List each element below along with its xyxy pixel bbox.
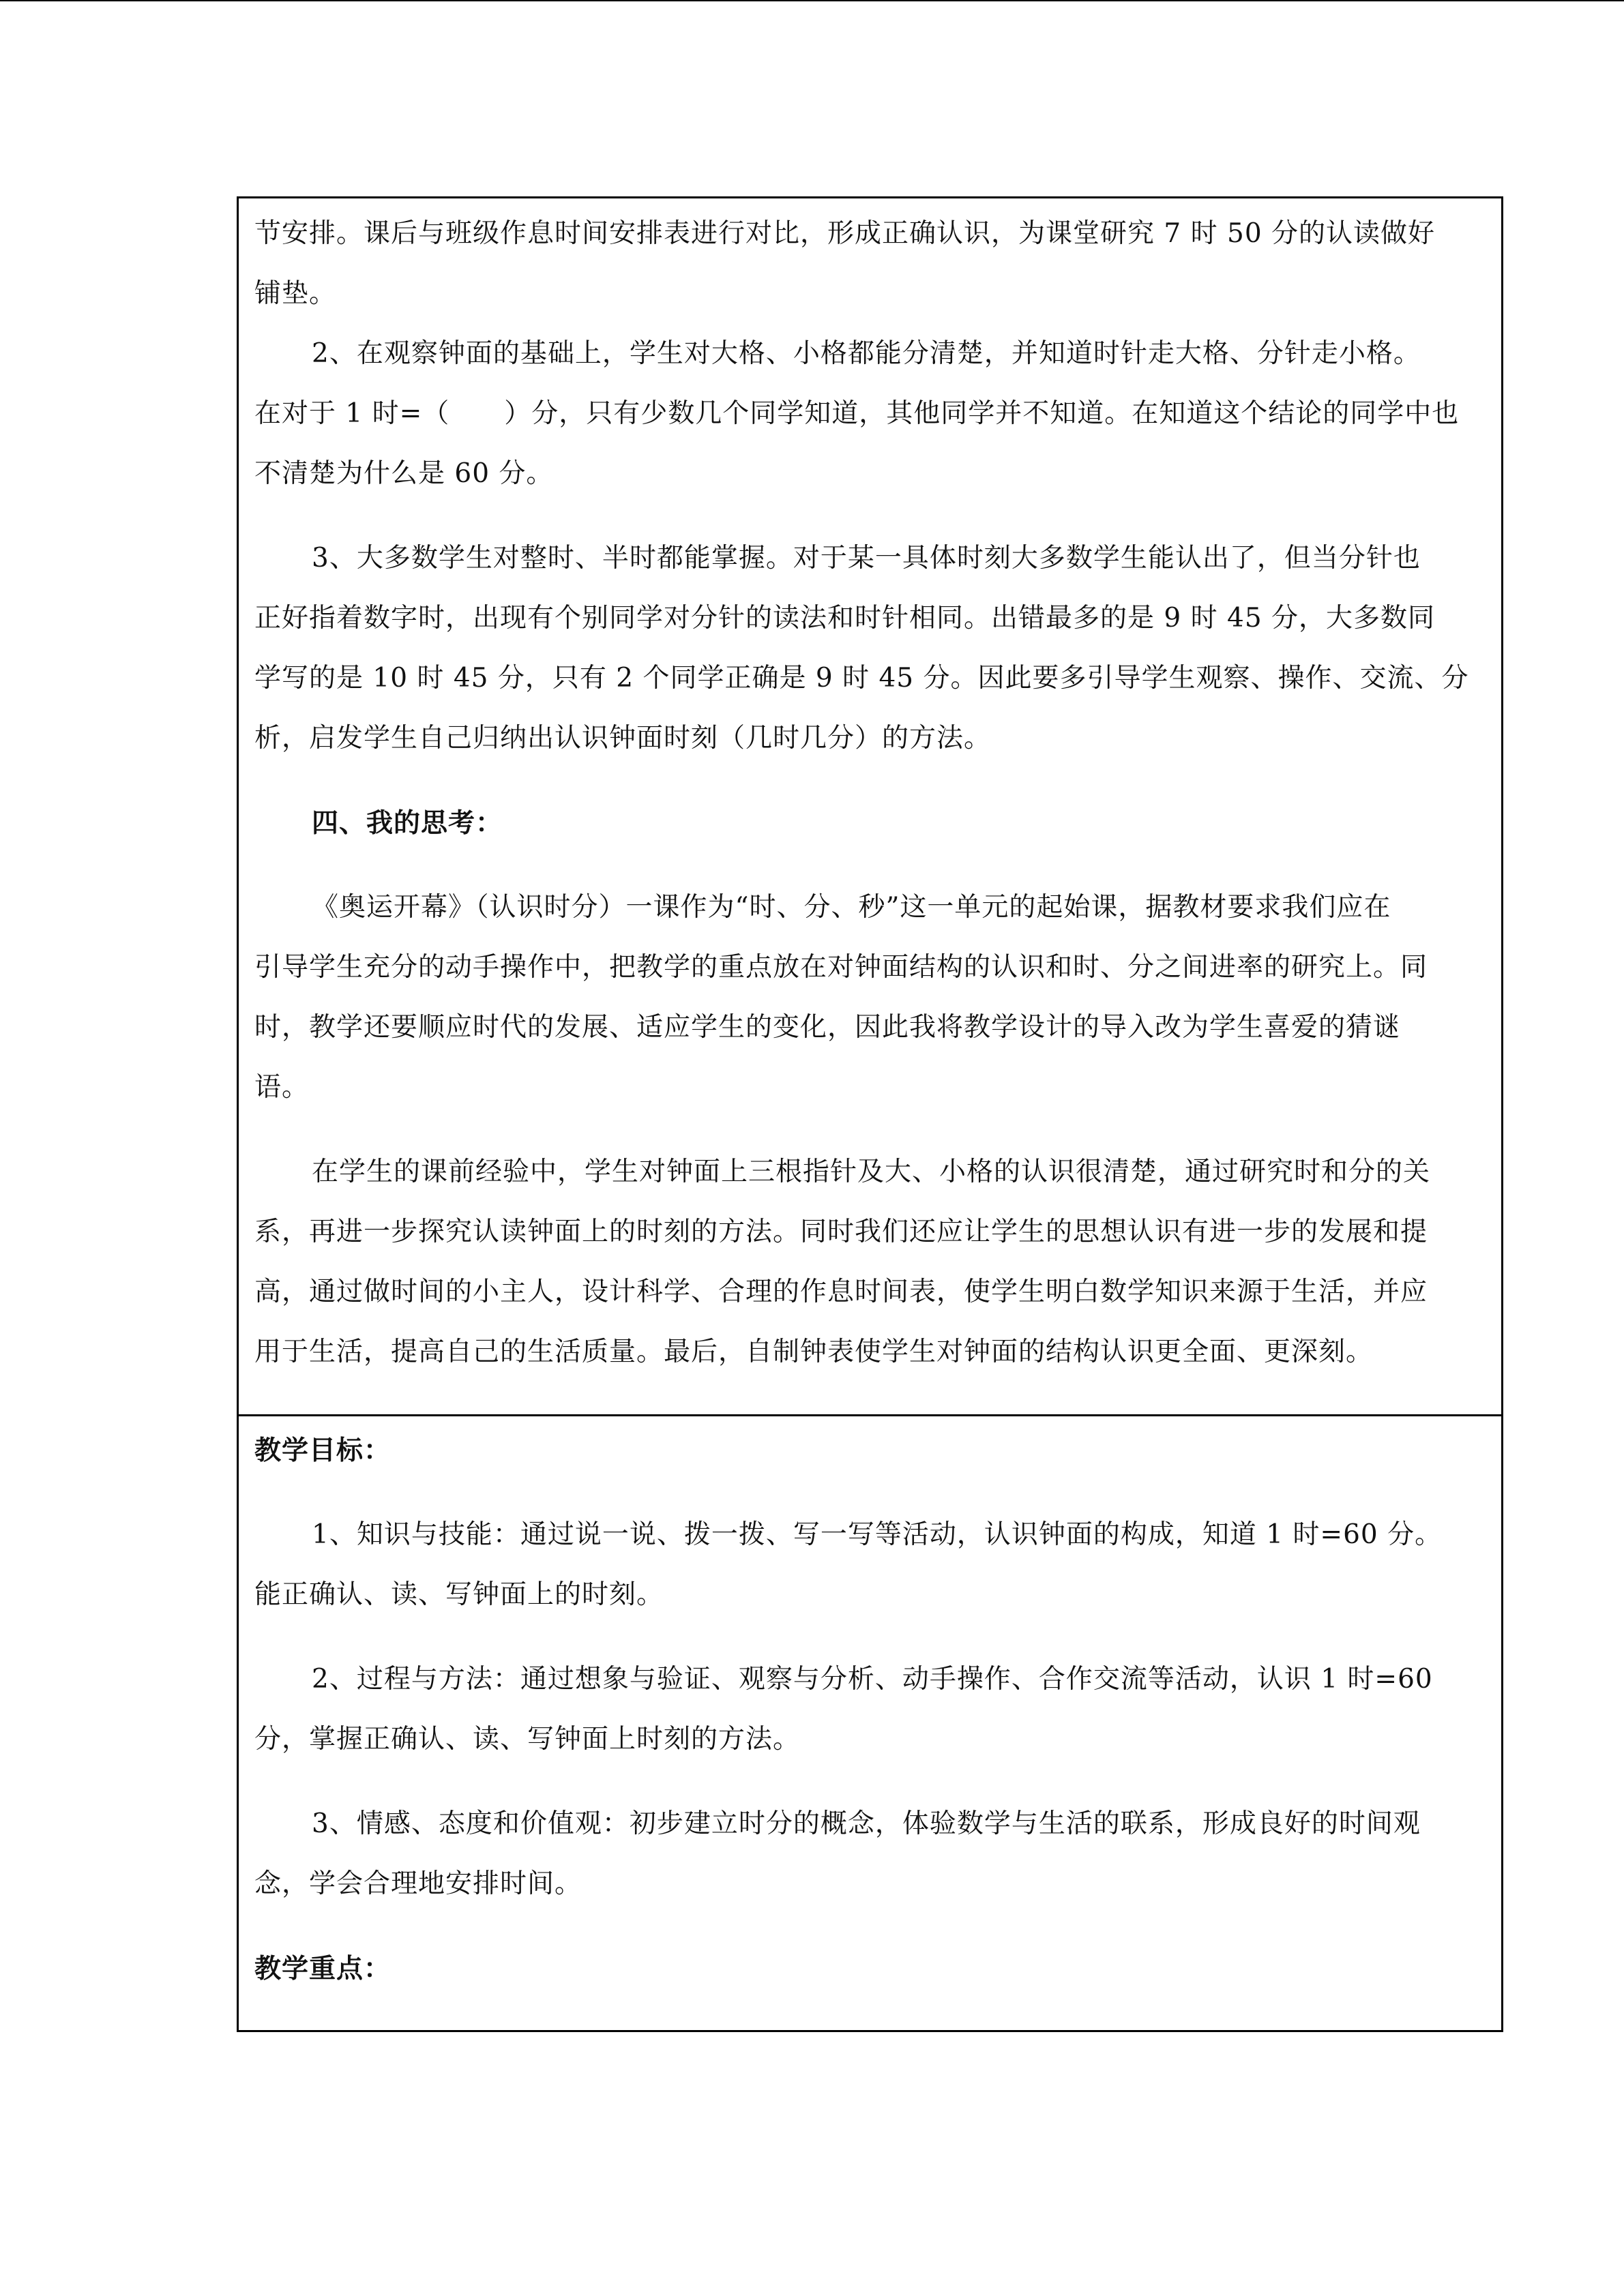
paragraph-reading-errors (254, 528, 1485, 769)
text-line: 学写的是 10 时 45 分，只有 2 个同学正确是 9 时 45 分。因此要多引导学生观察、操作、交流、分 (254, 663, 1469, 694)
text-line: 《奥运开幕》（认识时分）一课作为“时、分、秒”这一单元的起始课，据教材要求我们应在 (312, 892, 1391, 923)
heading-teaching-goals (254, 1416, 1485, 1480)
section-heading: 教学目标： (254, 1435, 392, 1466)
page-top-rule (0, 0, 1624, 1)
heading-teaching-key-points (254, 1939, 1485, 1999)
text-line: 时，教学还要顺应时代的发展、适应学生的变化，因此我将教学设计的导入改为学生喜爱的猜谜 (254, 1012, 1401, 1043)
text-line: 系，再进一步探究认读钟面上的时刻的方法。同时我们还应让学生的思想认识有进一步的发展和提 (254, 1217, 1428, 1247)
goal-process-method (254, 1650, 1485, 1770)
text-line: 念，学会合理地安排时间。 (254, 1868, 582, 1899)
objectives-cell (239, 1416, 1501, 2030)
text-line: 语。 (254, 1072, 310, 1103)
lesson-plan-table (237, 196, 1503, 2032)
text-line: 用于生活，提高自己的生活质量。最后，自制钟表使学生对钟面的结构认识更全面、更深刻。 (254, 1337, 1374, 1367)
text-line: 析，启发学生自己归纳出认识钟面时刻（几时几分）的方法。 (254, 723, 992, 754)
goal-emotion-values (254, 1794, 1485, 1914)
text-line: 1、知识与技能：通过说一说、拨一拨、写一写等活动，认识钟面的构成，知道 1 时=60 分。 (312, 1519, 1443, 1550)
text-line: 正好指着数字时，出现有个别同学对分针的读法和时针相同。出错最多的是 9 时 45 分，大多数同 (254, 603, 1436, 633)
text-line: 引导学生充分的动手操作中，把教学的重点放在对钟面结构的认识和时、分之间进率的研究上。同 (254, 952, 1428, 983)
text-line: 在对于 1 时=（ ）分，只有少数几个同学知道，其他同学并不知道。在知道这个结论的同学中也 (254, 398, 1460, 429)
text-line: 铺垫。 (254, 278, 337, 309)
text-line: 2、过程与方法：通过想象与验证、观察与分析、动手操作、合作交流等活动，认识 1 时=60 (312, 1664, 1433, 1695)
paragraph-schedule-comparison (254, 198, 1485, 324)
goal-knowledge-skills (254, 1505, 1485, 1625)
heading-my-thoughts (254, 793, 1485, 853)
text-line: 能正确认、读、写钟面上的时刻。 (254, 1579, 664, 1610)
text-line: 节安排。课后与班级作息时间安排表进行对比，形成正确认识，为课堂研究 7 时 50 分的认读做好 (254, 218, 1436, 249)
text-line: 3、大多数学生对整时、半时都能掌握。对于某一具体时刻大多数学生能认出了，但当分针也 (312, 543, 1421, 573)
paragraph-unit-intro (254, 878, 1485, 1118)
paragraph-clock-face-observation (254, 324, 1485, 504)
text-line: 在学生的课前经验中，学生对钟面上三根指针及大、小格的认识很清楚，通过研究时和分的关 (312, 1157, 1431, 1187)
section-heading: 教学重点： (254, 1953, 392, 1984)
paragraph-prior-experience (254, 1142, 1485, 1382)
analysis-cell (239, 198, 1501, 1416)
text-line: 2、在观察钟面的基础上，学生对大格、小格都能分清楚，并知道时针走大格、分针走小格。 (312, 338, 1421, 369)
section-heading: 四、我的思考： (312, 807, 503, 839)
text-line: 3、情感、态度和价值观：初步建立时分的概念，体验数学与生活的联系，形成良好的时间观 (312, 1808, 1421, 1839)
text-line: 分，掌握正确认、读、写钟面上时刻的方法。 (254, 1724, 801, 1755)
text-line: 不清楚为什么是 60 分。 (254, 458, 554, 489)
text-line: 高，通过做时间的小主人，设计科学、合理的作息时间表，使学生明白数学知识来源于生活，并应 (254, 1277, 1428, 1307)
